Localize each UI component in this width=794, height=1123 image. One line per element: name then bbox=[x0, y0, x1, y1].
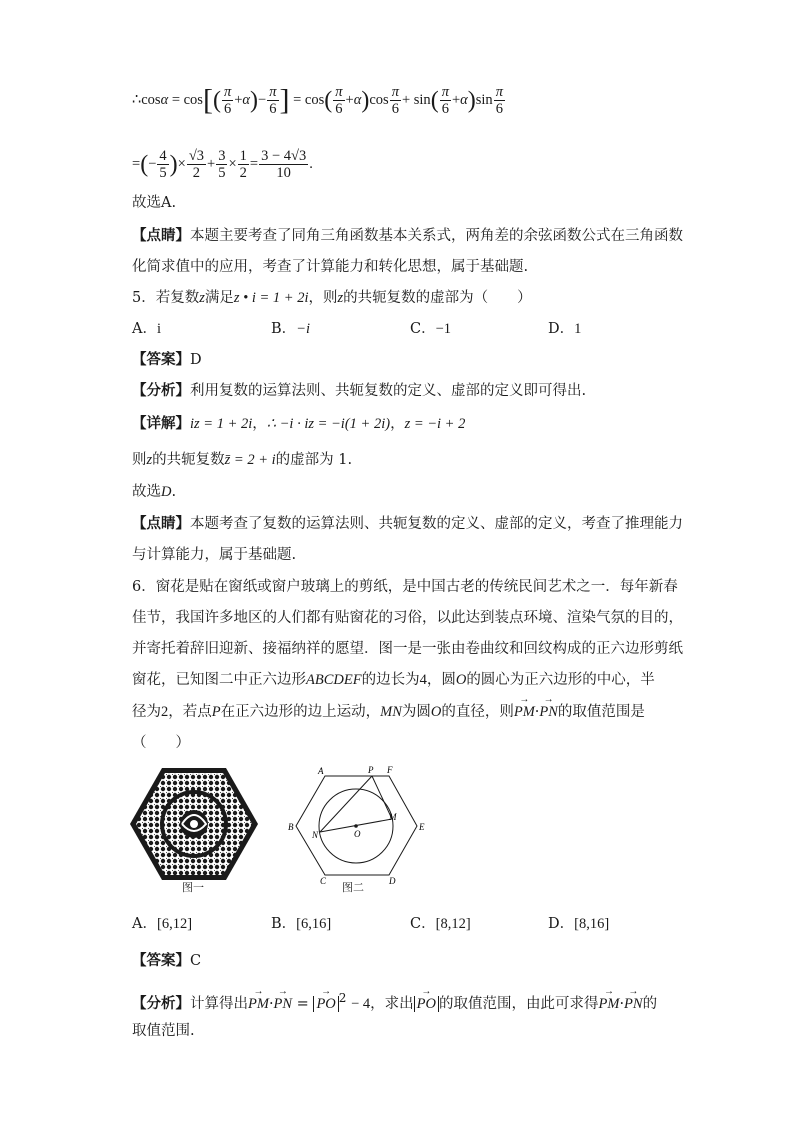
q5-choose: 故选D. bbox=[132, 484, 177, 500]
solution4-choose: 故选Α. bbox=[132, 195, 177, 211]
label-C: C bbox=[320, 876, 327, 884]
q6-line1: 6．窗花是贴在窗纸或窗户玻璃上的剪纸，是中国古老的传统民间艺术之一．每年新春 bbox=[132, 579, 678, 595]
q6-line6: （ ） bbox=[132, 735, 190, 751]
figure1-caption: 图一 bbox=[182, 881, 204, 894]
label-D: D bbox=[389, 876, 396, 884]
label-N: N bbox=[312, 830, 319, 840]
q5-option-a: A．i bbox=[132, 321, 162, 337]
comment4-line2: 化简求值中的应用，考查了计算能力和转化思想，属于基础题. bbox=[132, 259, 529, 275]
figure2-caption: 图二 bbox=[342, 881, 364, 894]
figure2-hexagon-diagram bbox=[288, 764, 428, 884]
q6-line2: 佳节，我国许多地区的人们都有贴窗花的习俗，以此达到装点环境、渲染气氛的目的， bbox=[132, 610, 683, 626]
q5-comment-line2: 与计算能力，属于基础题. bbox=[132, 547, 297, 563]
comment4-line1: 【点睛】本题主要考查了同角三角函数基本关系式，两角差的余弦函数公式在三角函数 bbox=[132, 228, 683, 244]
q5-stem: 5．若复数z满足z • i = 1 + 2i，则z的共轭复数的虚部为（ ） bbox=[132, 290, 532, 306]
label-A: A bbox=[318, 766, 324, 776]
q6-analysis-line2: 取值范围. bbox=[132, 1023, 195, 1039]
q5-comment-line1: 【点睛】本题考查了复数的运算法则、共轭复数的定义、虚部的定义，考查了推理能力 bbox=[132, 516, 683, 532]
q6-option-c: C．[8,12] bbox=[410, 916, 471, 932]
solution4-derivation-line1: ∴cosα = cos[( $\frac{\pi}{6}$ +α)− $\frac{\pi}{6}$ ] = cos( $\frac{\pi}{6}$ +α)cos $\frac{\pi}{6}$ + sin( $\frac{\pi}{6}$ +α)sin $\frac{\pi}{6}$ bbox=[132, 83, 503, 117]
label-M: M bbox=[389, 812, 397, 822]
q6-answer: 【答案】C bbox=[132, 953, 202, 969]
therefore-cos-alpha: ∴cosα bbox=[132, 91, 169, 108]
solution4-derivation-line2: =(− $\frac{4}{5}$ )× $\frac{√3}{2}$ + $\frac{3}{5}$ × $\frac{1}{2}$ = $\frac{3 - 4√3}{10}$ . bbox=[132, 148, 313, 181]
q6-option-b: B．[6,16] bbox=[271, 916, 332, 932]
q6-line4: 窗花，已知图二中正六边形ABCDEF的边长为4，圆O的圆心为正六边形的中心，半 bbox=[132, 672, 655, 688]
label-O: O bbox=[354, 829, 361, 839]
q6-option-a: A．[6,12] bbox=[132, 916, 193, 932]
q5-option-c: C．−1 bbox=[410, 321, 452, 337]
q5-analysis: 【分析】利用复数的运算法则、共轭复数的定义、虚部的定义即可得出. bbox=[132, 383, 587, 399]
q5-answer: 【答案】D bbox=[132, 352, 202, 368]
label-F: F bbox=[387, 765, 393, 775]
label-E: E bbox=[419, 822, 425, 832]
q5-detail: 【详解】iz = 1 + 2i，∴ −i · iz = −i(1 + 2i)，z = −i + 2 bbox=[132, 416, 466, 432]
q5-conjugate: 则z的共轭复数z̄ = 2 + i的虚部为 1. bbox=[132, 452, 353, 468]
label-P: P bbox=[368, 765, 374, 775]
label-B: B bbox=[288, 822, 294, 832]
figure1-window-flower bbox=[130, 762, 260, 892]
q5-option-d: D．1 bbox=[548, 321, 582, 337]
q6-line3: 并寄托着辞旧迎新、接福纳祥的愿望．图一是一张由卷曲纹和回纹构成的正六边形剪纸 bbox=[132, 641, 683, 657]
q6-option-d: D．[8,16] bbox=[548, 916, 610, 932]
comment-tag: 【点睛】 bbox=[132, 228, 190, 244]
q6-line5: 径为2，若点P在正六边形的边上运动，MN为圆O的直径，则→ PM·→ PN的取值范围是 bbox=[132, 702, 645, 722]
q6-analysis-line1: 【分析】计算得出→ PM·→ PN = → PO $^2$ − 4，求出→ PO 的取值范围，由此可求得→ PM·→ PN的 bbox=[132, 988, 657, 1014]
q5-option-b: B．−i bbox=[271, 321, 310, 337]
